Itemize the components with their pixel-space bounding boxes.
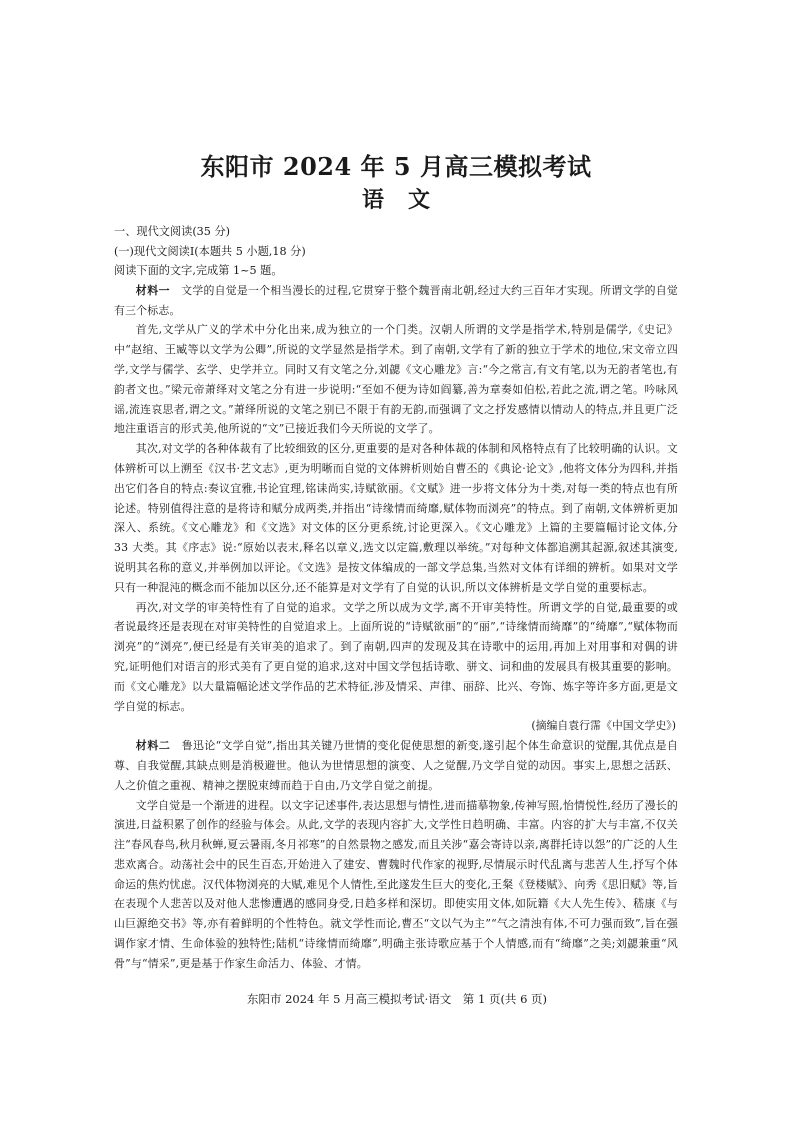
section-sub-heading: (一)现代文阅读Ⅰ(本题共 5 小题,18 分): [114, 244, 306, 258]
subject-title: 语文: [361, 187, 454, 213]
material1-label: 材料一: [135, 283, 171, 297]
material2-paragraph-1-text: 鲁迅论“文学自觉”,指出其关键乃世情的变化促使思想的新变,遂引起个体生命意识的觉醒,其优点是自尊、自我觉醒,其缺点则是消极避世。他认为世情思想的演变、人之觉醒,乃文学自觉的动因。事实上,思想之活跃、人之价值之重视、精神之摆脱束缚而趋于自由,乃文学自觉之前提。: [114, 739, 678, 792]
reading-instruction: 阅读下面的文字,完成第 1~5 题。: [114, 264, 283, 278]
material1-paragraph-4: 再次,对文学的审美特性有了自觉的追求。文学之所以成为文学,离不开审美特性。所谓文学的自觉,最重要的或者说最终还是表现在对审美特性的自觉追求上。上面所说的“诗赋欲丽”的“丽”,“诗缘情而绮靡”的“绮靡”,“赋体物而浏亮”的“浏亮”,便已经是有关审美的追求了。到了南朝,四声的发现及其在诗歌中的运用,再加上对用事和对偶的讲究,证明他们对语言的形式美有了更自觉的追求,这对中国文学包括诗歌、骈文、词和曲的发展具有极其重要的影响。而《文心雕龙》以大量篇幅论述文学作品的艺术特征,涉及情采、声律、丽辞、比兴、夸饰、炼字等许多方面,更是文学自觉的标志。: [114, 600, 678, 713]
material1-source: (摘编自袁行霈《中国文学史》): [531, 719, 676, 733]
material1-paragraph-1: [114, 281, 678, 321]
material1-paragraph-2: 首先,文学从广义的学术中分化出来,成为独立的一个门类。汉朝人所谓的文学是指学术,特别是儒学,《史记》中“赵绾、王臧等以文学为公卿”,所说的文学显然是指学术。到了南朝,文学有了新的独立于学术的地位,宋文帝立四学,文学与儒学、玄学、史学并立。同时又有文笔之分,刘勰《文心雕龙》言:“今之常言,有文有笔,以为无韵者笔也,有韵者文也。”梁元帝萧绎对文笔之分有进一步说明:“至如不便为诗如阎纂,善为章奏如伯松,若此之流,谓之笔。吟咏风谣,流连哀思者,谓之文。”萧绎所说的文笔之别已不限于有韵无韵,而强调了文之抒发感情以情动人的特点,并且更广泛地注重语言的形式美,他所说的“文”已接近我们今天所说的文学了。: [114, 323, 678, 436]
section-heading: 一、现代文阅读(35 分): [114, 225, 231, 238]
page-footer: 东阳市 2024 年 5 月高三模拟考试·语文 第 1 页(共 6 页): [246, 992, 548, 1006]
exam-title: 东阳市 2024 年 5 月高三模拟考试: [200, 152, 592, 181]
material2-label: 材料二: [135, 739, 171, 753]
material1-paragraph-3: 其次,对文学的各种体裁有了比较细致的区分,更重要的是对各种体裁的体制和风格特点有了比较明确的认识。文体辨析可以上溯至《汉书·艺文志》,更为明晰而自觉的文体辨析则始自曹丕的《典论·论文》,他将文体分为四科,并指出它们各自的特点:奏议宜雅,书论宜理,铭诔尚实,诗赋欲丽。《文赋》进一步将文体分为十类,对每一类的特点也有所论述。特别值得注意的是将诗和赋分成两类,并指出“诗缘情而绮靡,赋体物而浏亮”的特点。到了南朝,文体辨析更加深入、系统。《文心雕龙》和《文选》对文体的区分更系统,讨论更深入。《文心雕龙》上篇的主要篇幅讨论文体,分 33 大类。其《序志》说:“原始以表末,释名以章义,选文以定篇,敷理以举统。”对每种文体都追溯其起源,叙述其演变,说明其名称的意义,并举例加以评论。《文选》是按文体编成的一部文学总集,当然对文体有详细的辨析。如果对文学只有一种混沌的概念而不能加以区分,还不能算是对文学有了自觉的认识,所以文体辨析是文学自觉的重要标志。: [114, 442, 678, 594]
material1-paragraph-1-text: 文学的自觉是一个相当漫长的过程,它贯穿于整个魏晋南北朝,经过大约三百年才实现。所谓文学的自觉有三个标志。: [114, 283, 678, 317]
material2-paragraph-1: [114, 736, 678, 795]
material2-paragraph-2: 文学自觉是一个渐进的进程。以文字记述事件,表达思想与情性,进而描摹物象,传神写照,怡情悦性,经历了漫长的演进,日益积累了创作的经验与体会。从此,文学的表现内容扩大,文学性日趋明确、丰富。内容的扩大与丰富,不仅关注“春风春鸟,秋月秋蝉,夏云暑雨,冬月祁寒”的自然景物之感发,而且关涉“嘉会寄诗以亲,离群托诗以怨”的广泛的人生悲欢离合。动荡社会中的民生百态,开始进入了建安、曹魏时代作家的视野,尽情展示时代乱离与悲苦人生,抒写个体命运的焦灼忧虑。汉代体物浏亮的大赋,难见个人情性,至此遂发生巨大的变化,王粲《登楼赋》、向秀《思旧赋》等,旨在表现个人悲苦以及对他人悲惨遭遇的感同身受,日趋多样和深切。即使实用文体,如阮籍《大人先生传》、嵇康《与山巨源绝交书》等,亦有着鲜明的个性特色。就文学性而论,曹丕“文以气为主”“气之清浊有体,不可力强而致”,旨在强调作家才情、生命体验的独特性;陆机“诗缘情而绮靡”,明确主张诗歌应基于个人情感,而有“绮靡”之美;刘勰兼重“风骨”与“情采”,更是基于作家生命活力、体验、才情。: [114, 798, 678, 970]
